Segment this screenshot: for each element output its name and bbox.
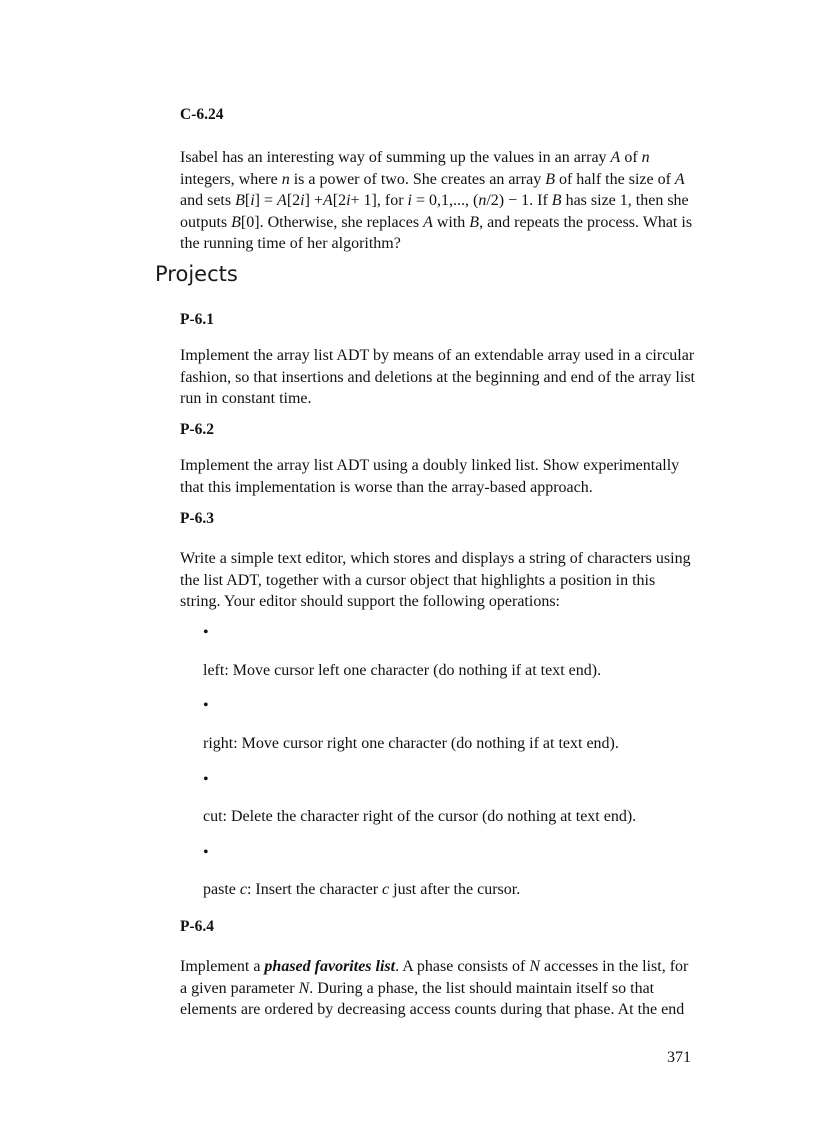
page-number: 371 <box>667 1049 691 1066</box>
bullet-marker: • <box>203 771 209 788</box>
exercise-text-p61 <box>180 345 720 410</box>
list-item-paste: paste c: Insert the character c just after the cursor. <box>203 881 521 898</box>
text-line: Isabel has an interesting way of summing up the values in an array A of n <box>180 149 650 166</box>
list-item-right: right: Move cursor right one character (do nothing if at text end). <box>203 735 619 752</box>
exercise-text-p62 <box>180 455 720 498</box>
text-line: the running time of her algorithm? <box>180 235 401 252</box>
exercise-text-p63 <box>180 548 720 613</box>
text-line: fashion, so that insertions and deletions at the beginning and end of the array list <box>180 368 695 386</box>
text-line: Implement the array list ADT using a doubly linked list. Show experimentally <box>180 457 680 474</box>
section-title: Projects <box>155 262 238 286</box>
bullet-marker: • <box>203 697 209 714</box>
text-line: Write a simple text editor, which stores and displays a string of characters using <box>180 550 691 567</box>
bullet-marker: • <box>203 624 209 641</box>
text-line: string. Your editor should support the following operations: <box>180 593 560 610</box>
exercise-label-p64: P-6.4 <box>180 918 215 935</box>
text-line: Implement the array list ADT by means of an extendable array used in a circular <box>180 347 695 364</box>
exercise-label-p61: P-6.1 <box>180 311 215 328</box>
text-line: outputs B[0]. Otherwise, she replaces A with B, and repeats the process. What is <box>180 213 693 231</box>
exercise-label-p62: P-6.2 <box>180 421 215 438</box>
exercise-text-p64 <box>180 956 720 1021</box>
bullet-marker: • <box>203 844 209 861</box>
text-line: Implement a phased favorites list. A phase consists of N accesses in the list, for <box>180 958 689 975</box>
text-line: run in constant time. <box>180 390 312 407</box>
exercise-text-c624 <box>180 147 720 255</box>
exercise-label-p63: P-6.3 <box>180 510 215 527</box>
list-item-cut: cut: Delete the character right of the cursor (do nothing at text end). <box>203 808 637 825</box>
text-line: a given parameter N. During a phase, the list should maintain itself so that <box>180 979 655 997</box>
text-line: elements are ordered by decreasing access counts during that phase. At the end <box>180 1001 685 1018</box>
text-line: that this implementation is worse than the array-based approach. <box>180 478 593 496</box>
text-line: the list ADT, together with a cursor object that highlights a position in this <box>180 571 656 589</box>
text-line: and sets B[i] = A[2i] +A[2i+ 1], for i = 0,1,..., (n/2) − 1. If B has size 1, then she <box>180 192 689 209</box>
text-line: integers, where n is a power of two. She creates an array B of half the size of A <box>180 170 685 188</box>
list-item-left: left: Move cursor left one character (do nothing if at text end). <box>203 662 602 679</box>
exercise-label-c624: C-6.24 <box>180 106 224 123</box>
